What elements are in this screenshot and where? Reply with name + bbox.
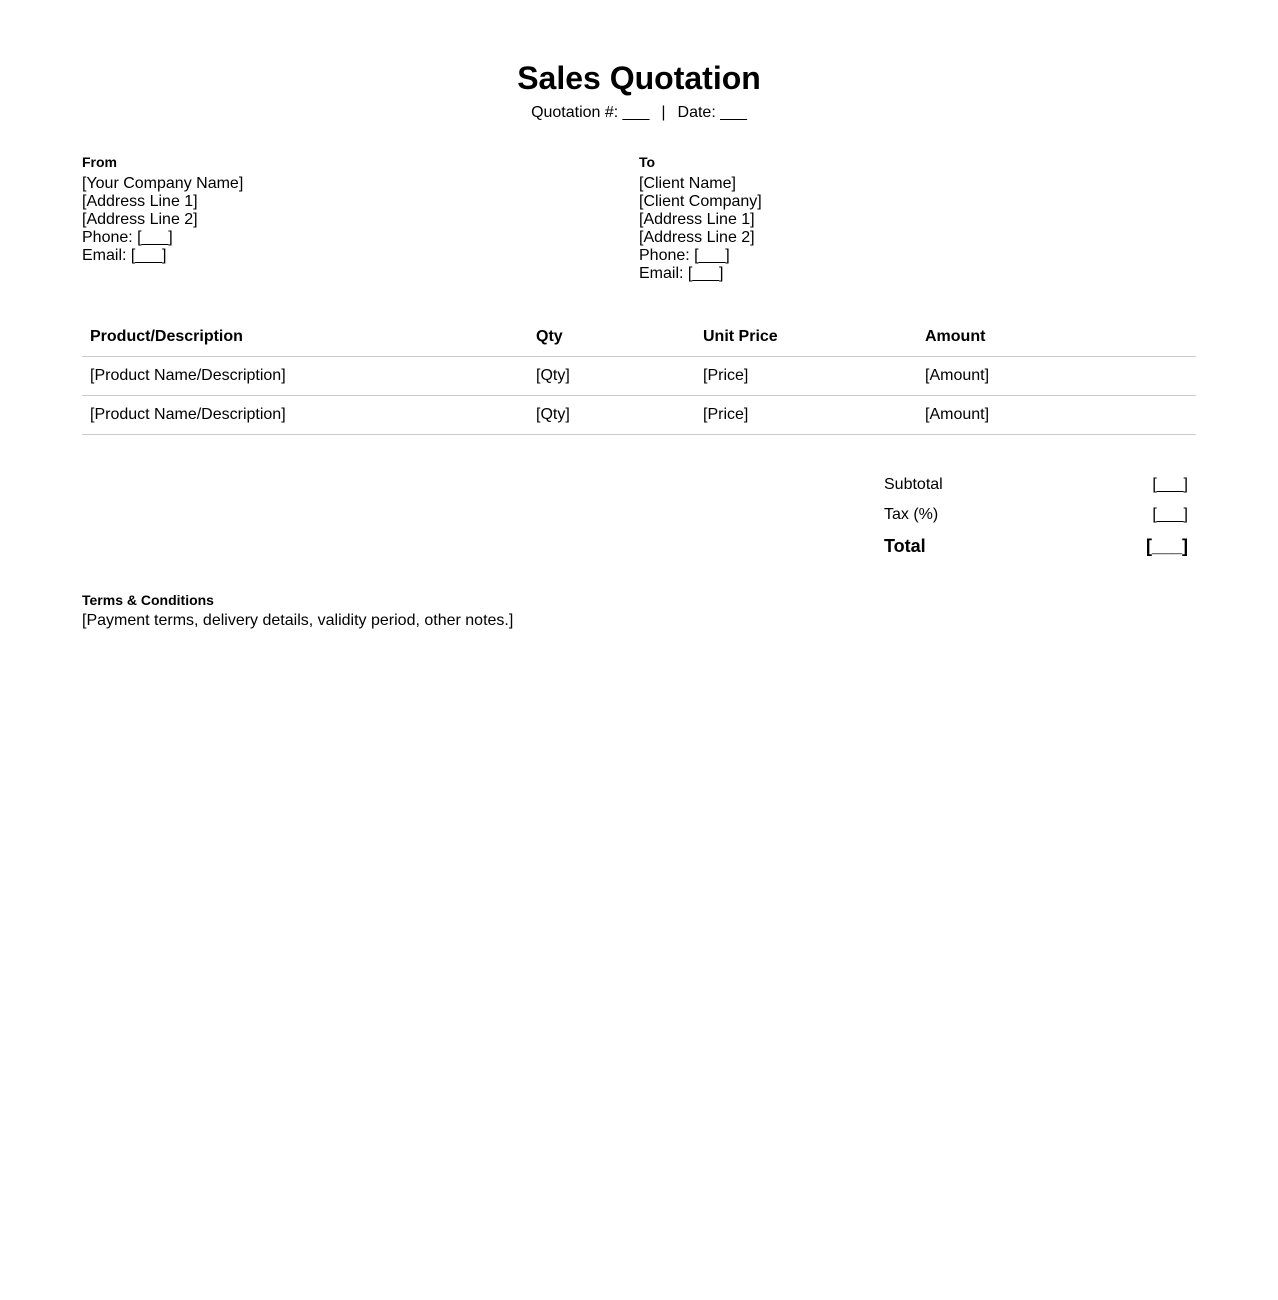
to-section bbox=[639, 154, 762, 283]
to-client-company: [Client Company] bbox=[639, 193, 762, 210]
page-title: Sales Quotation bbox=[517, 60, 761, 96]
from-phone: Phone: [___] bbox=[82, 229, 173, 246]
quotation-number: Quotation #: ___ bbox=[531, 104, 650, 121]
quotation-date: Date: ___ bbox=[677, 104, 747, 121]
items-table bbox=[82, 318, 1196, 435]
to-phone: Phone: [___] bbox=[639, 247, 730, 264]
to-address-line-2: [Address Line 2] bbox=[639, 229, 755, 246]
tax-row bbox=[884, 500, 1188, 530]
from-address-line-1: [Address Line 1] bbox=[82, 193, 198, 210]
from-section bbox=[82, 154, 243, 265]
cell-price: [Price] bbox=[695, 396, 917, 435]
to-address-line-1: [Address Line 1] bbox=[639, 211, 755, 228]
from-email: Email: [___] bbox=[82, 247, 167, 264]
to-email: Email: [___] bbox=[639, 265, 724, 282]
meta-separator: | bbox=[661, 104, 666, 121]
total-label: Total bbox=[884, 535, 926, 556]
header-product: Product/Description bbox=[82, 318, 528, 357]
cell-amount: [Amount] bbox=[917, 396, 1196, 435]
to-label: To bbox=[639, 154, 656, 170]
table-row bbox=[82, 357, 1196, 396]
table-header-row bbox=[82, 318, 1196, 357]
from-address-line-2: [Address Line 2] bbox=[82, 211, 198, 228]
terms-section bbox=[82, 592, 513, 630]
cell-qty: [Qty] bbox=[528, 396, 695, 435]
header-unit-price: Unit Price bbox=[695, 318, 917, 357]
header-qty: Qty bbox=[528, 318, 695, 357]
cell-qty: [Qty] bbox=[528, 357, 695, 396]
from-company-name: [Your Company Name] bbox=[82, 175, 244, 192]
cell-product: [Product Name/Description] bbox=[82, 357, 528, 396]
cell-price: [Price] bbox=[695, 357, 917, 396]
quotation-meta bbox=[82, 104, 1196, 122]
total-value: [___] bbox=[1145, 535, 1188, 556]
header-amount: Amount bbox=[917, 318, 1196, 357]
subtotal-row bbox=[884, 470, 1188, 500]
cell-amount: [Amount] bbox=[917, 357, 1196, 396]
subtotal-value: [___] bbox=[1152, 476, 1188, 493]
total-row bbox=[884, 530, 1188, 562]
terms-text: [Payment terms, delivery details, validity period, other notes.] bbox=[82, 612, 514, 629]
cell-product: [Product Name/Description] bbox=[82, 396, 528, 435]
from-label: From bbox=[82, 154, 117, 170]
table-row bbox=[82, 396, 1196, 435]
tax-label: Tax (%) bbox=[884, 506, 939, 523]
tax-value: [___] bbox=[1152, 506, 1188, 523]
to-client-name: [Client Name] bbox=[639, 175, 736, 192]
terms-label: Terms & Conditions bbox=[82, 592, 214, 608]
subtotal-label: Subtotal bbox=[884, 476, 943, 493]
totals-section bbox=[884, 470, 1188, 562]
